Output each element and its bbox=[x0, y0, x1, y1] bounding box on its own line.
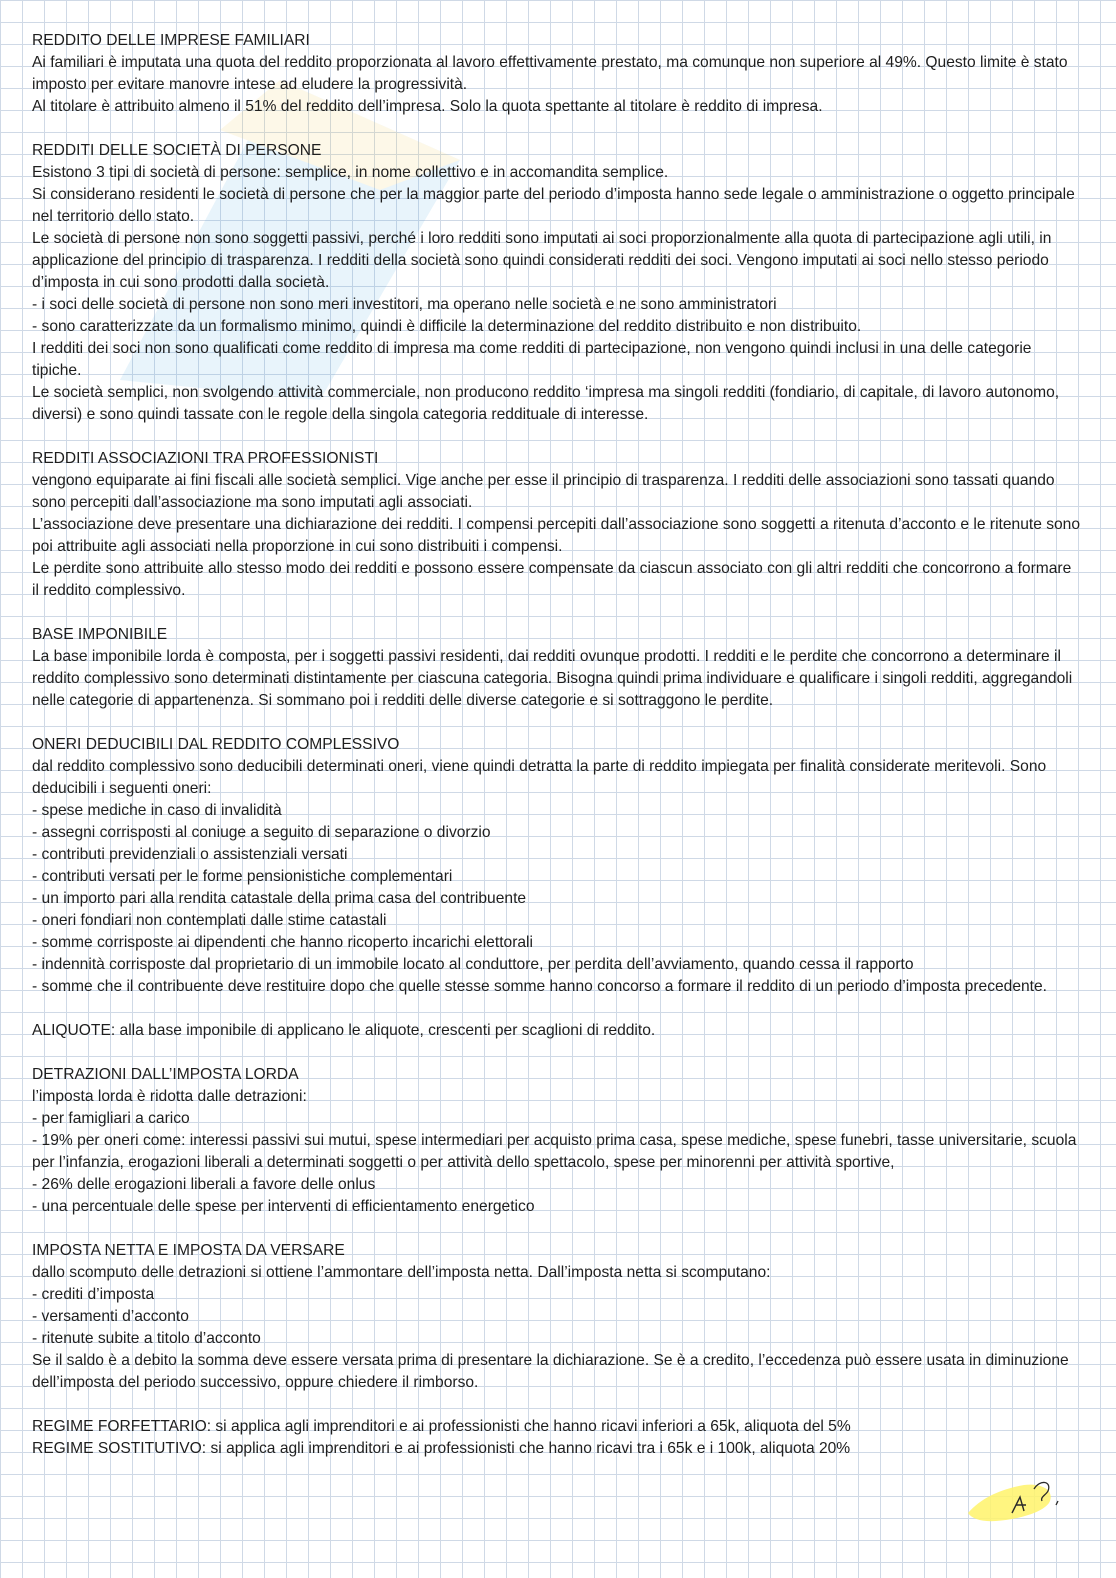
section-heading: ONERI DEDUCIBILI DAL REDDITO COMPLESSIVO bbox=[32, 736, 400, 753]
list-item: - versamenti d’acconto bbox=[32, 1308, 189, 1325]
paragraph: I redditi dei soci non sono qualificati come reddito di impresa ma come redditi di partecipazione, non vengono quindi inclusi in una delle categorie tipiche. bbox=[32, 340, 1032, 379]
list-item: - indennità corrisposte dal proprietario di un immobile locato al conduttore, per perdita dell’avviamento, quando cessa il rapporto bbox=[32, 956, 914, 973]
paragraph: Si considerano residenti le società di persone che per la maggior parte del periodo d’imposta hanno sede legale o amministrazione o oggetto principale nel territorio dello stato. bbox=[32, 186, 1075, 225]
paragraph: La base imponibile lorda è composta, per i soggetti passivi residenti, dai redditi ovunque prodotti. I redditi e le perdite che concorrono a determinare il reddito complessivo sono determinati distintamente per ciascuna categoria. Bisogna quindi prima individuare e qualificare i singoli redditi, aggregandoli nelle categorie di appartenenza. Si sommano poi i redditi delle diverse categorie e si sottraggono le perdite. bbox=[32, 648, 1073, 709]
section-associazioni-professionisti bbox=[32, 448, 1082, 602]
paragraph: Al titolare è attribuito almeno il 51% del reddito dell’impresa. Solo la quota spettante al titolare è reddito di impresa. bbox=[32, 98, 823, 115]
list-item: - i soci delle società di persone non sono meri investitori, ma operano nelle società e ne sono amministratori bbox=[32, 296, 777, 313]
list-item: - 26% delle erogazioni liberali a favore delle onlus bbox=[32, 1176, 376, 1193]
list-item: - per famigliari a carico bbox=[32, 1110, 190, 1127]
section-heading: REDDITO DELLE IMPRESE FAMILIARI bbox=[32, 32, 310, 49]
paragraph: Le perdite sono attribuite allo stesso modo dei redditi e possono essere compensate da ciascun associato con gli altri redditi che concorrono a formare il reddito complessivo. bbox=[32, 560, 1072, 599]
section-detrazioni bbox=[32, 1064, 1082, 1218]
regime-sostitutivo-line: REGIME SOSTITUTIVO: si applica agli imprenditori e ai professionisti che hanno ricavi tra i 65k e i 100k, aliquota 20% bbox=[32, 1440, 851, 1457]
paragraph: Le società semplici, non svolgendo attività commerciale, non producono reddito ‘impresa ma singoli redditi (fondiario, di capitale, di lavoro autonomo, diversi) e sono quindi tassate con le regole della singola categoria reddituale di interesse. bbox=[32, 384, 1060, 423]
section-aliquote bbox=[32, 1020, 1082, 1042]
list-item: - un importo pari alla rendita catastale della prima casa del contribuente bbox=[32, 890, 527, 907]
paragraph: vengono equiparate ai fini fiscali alle società semplici. Vige anche per esse il principio di trasparenza. I redditi delle associazioni sono tassati quando sono percepiti dall’associazione ma sono imputati agli associati. bbox=[32, 472, 1055, 511]
list-item: - contributi previdenziali o assistenziali versati bbox=[32, 846, 348, 863]
list-item: - sono caratterizzate da un formalismo minimo, quindi è difficile la determinazione del reddito distribuito e non distribuito. bbox=[32, 318, 862, 335]
list-item: - somme corrisposte ai dipendenti che hanno ricoperto incarichi elettorali bbox=[32, 934, 533, 951]
section-oneri-deducibili bbox=[32, 734, 1082, 998]
paragraph: Se il saldo è a debito la somma deve essere versata prima di presentare la dichiarazione. Se è a credito, l’eccedenza può essere usata in diminuzione dell’imposta del periodo successivo, oppure chiedere il rimborso. bbox=[32, 1352, 1069, 1391]
list-item: - somme che il contribuente deve restituire dopo che quelle stesse somme hanno concorso a formare il reddito di un periodo d’imposta precedente. bbox=[32, 978, 1048, 995]
document-page bbox=[32, 30, 1082, 1482]
section-heading: BASE IMPONIBILE bbox=[32, 626, 168, 643]
list-item: - 19% per oneri come: interessi passivi sui mutui, spese intermediari per acquisto prima casa, spese mediche, spese funebri, tasse universitarie, scuola per l’infanzia, erogazioni liberali a determinati soggetti o per attività dello spettacolo, spese per minorenni per attività sportive, bbox=[32, 1132, 1077, 1171]
section-heading: REDDITI DELLE SOCIETÀ DI PERSONE bbox=[32, 142, 322, 159]
section-heading: DETRAZIONI DALL’IMPOSTA LORDA bbox=[32, 1066, 299, 1083]
paragraph: dallo scomputo delle detrazioni si ottiene l’ammontare dell’imposta netta. Dall’imposta netta si scomputano: bbox=[32, 1264, 771, 1281]
list-item: - contributi versati per le forme pensionistiche complementari bbox=[32, 868, 453, 885]
list-item: - crediti d’imposta bbox=[32, 1286, 155, 1303]
paragraph: Le società di persone non sono soggetti passivi, perché i loro redditi sono imputati ai soci proporzionalmente alla quota di partecipazione agli utili, in applicazione del principio di trasparenza. I redditi della società sono quindi considerati redditi dei soci. Vengono imputati ai soci nello stesso periodo d’imposta in cui sono prodotti dalla società. bbox=[32, 230, 1052, 291]
paragraph: Ai familiari è imputata una quota del reddito proporzionata al lavoro effettivamente prestato, ma comunque non superiore al 49%. Questo limite è stato imposto per evitare manovre intese ad eludere la progressività. bbox=[32, 54, 1068, 93]
paragraph: Esistono 3 tipi di società di persone: semplice, in nome collettivo e in accomandita semplice. bbox=[32, 164, 669, 181]
paragraph: l’imposta lorda è ridotta dalle detrazioni: bbox=[32, 1088, 307, 1105]
regime-forfettario-line: REGIME FORFETTARIO: si applica agli imprenditori e ai professionisti che hanno ricavi inferiori a 65k, aliquota del 5% bbox=[32, 1418, 851, 1435]
paragraph: dal reddito complessivo sono deducibili determinati oneri, viene quindi detratta la parte di reddito impiegata per finalità considerate meritevoli. Sono deducibili i seguenti oneri: bbox=[32, 758, 1047, 797]
section-societa-di-persone bbox=[32, 140, 1082, 426]
list-item: - oneri fondiari non contemplati dalle stime catastali bbox=[32, 912, 387, 929]
paragraph: L’associazione deve presentare una dichiarazione dei redditi. I compensi percepiti dall’associazione sono soggetti a ritenuta d’acconto e le ritenute sono poi attribuite agli associati nella proporzione in cui sono distribuiti i compensi. bbox=[32, 516, 1081, 555]
section-regimi bbox=[32, 1416, 1082, 1460]
list-item: - ritenute subite a titolo d’acconto bbox=[32, 1330, 261, 1347]
section-base-imponibile bbox=[32, 624, 1082, 712]
section-imprese-familiari bbox=[32, 30, 1082, 118]
section-heading: REDDITI ASSOCIAZIONI TRA PROFESSIONISTI bbox=[32, 450, 379, 467]
highlighter-mark bbox=[962, 1475, 1062, 1525]
section-imposta-netta bbox=[32, 1240, 1082, 1394]
list-item: - assegni corrisposti al coniuge a seguito di separazione o divorzio bbox=[32, 824, 491, 841]
paragraph: ALIQUOTE: alla base imponibile di applicano le aliquote, crescenti per scaglioni di reddito. bbox=[32, 1022, 656, 1039]
list-item: - una percentuale delle spese per interventi di efficientamento energetico bbox=[32, 1198, 535, 1215]
list-item: - spese mediche in caso di invalidità bbox=[32, 802, 282, 819]
section-heading: IMPOSTA NETTA E IMPOSTA DA VERSARE bbox=[32, 1242, 345, 1259]
